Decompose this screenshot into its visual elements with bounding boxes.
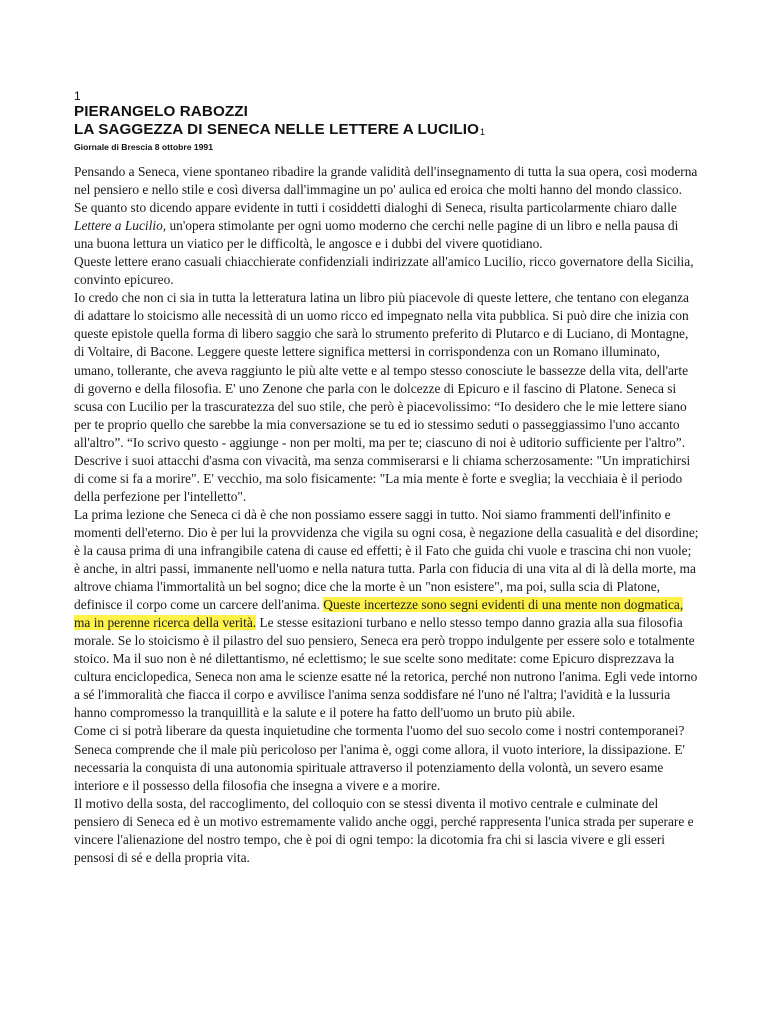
paragraph: Pensando a Seneca, viene spontaneo ribadire la grande validità dell'insegnamento di tutta la sua opera, così moderna nel pensiero e nello stile e così diversa dall'immagine un po' aulica ed eroica che molti hanno del mondo classico. xyxy=(74,164,698,198)
paragraph xyxy=(74,199,699,253)
paragraph-text: un'opera stimolante per ogni uomo moderno che cerchi nelle pagine di un libro e nella pausa di una buona lettura un viatico per le difficoltà, le angosce e i dubbi del vivere quotidiano. xyxy=(74,218,679,252)
paragraph: Il motivo della sosta, del raccoglimento, del colloquio con se stessi diventa il motivo centrale e culminate del pensiero di Seneca ed è un motivo estremamente valido anche oggi, perché rappresenta l'unica strada per superare e vincere l'alienazione del nostro tempo, che è poi di ogni tempo: la dicotomia fra chi si lascia vivere e gli esseri pensosi di sé e della propria vita. xyxy=(74,795,694,865)
paragraph: Queste lettere erano casuali chiacchierate confidenziali indirizzate all'amico Lucilio, ricco governatore della Sicilia, convinto epicureo. xyxy=(74,254,694,288)
article-body xyxy=(74,163,699,867)
article-title-text: LA SAGGEZZA DI SENECA NELLE LETTERE A LUCILIO xyxy=(74,121,480,138)
book-title: Lettere a Lucilio, xyxy=(74,218,167,234)
footnote-marker: 1 xyxy=(480,127,486,137)
highlighted-text: Queste incertezze sono segni evidenti di una mente non dogmatica, ma in perenne ricerca della verità. xyxy=(74,597,684,631)
article-title xyxy=(74,121,714,140)
paragraph: Come ci si potrà liberare da questa inquietudine che tormenta l'uomo del suo secolo come i nostri contemporanei? Seneca comprende che il male più pericoloso per l'anima è, oggi come allora, il vuoto interiore, la dissipazione. E' necessaria la conquista di una autonomia spirituale attraverso il potenziamento della volontà, un severo esame interiore e il possesso della filosofia che insegna a vivere e a morire. xyxy=(74,723,685,793)
paragraph-text: La prima lezione che Seneca ci dà è che non possiamo essere saggi in tutto. Noi siamo frammenti dell'infinito e momenti dell'eterno. Dio è per lui la provvidenza che vigila su ogni cosa, è negazione della casualità e del disordine; è la causa prima di una infrangibile catena di cause ed effetti; è il Fato che guida chi vuole e trascina chi non vuole; è anche, in altri passi, immanente nell'uomo e nella natura tutta. Parla con fiducia di una vita al di là della morte, ma altrove chiama l'immortalità un bel sogno; dice che la morte è un "non esistere", ma poi, sulla scia di Platone, definisce il corpo come un carcere dell'anima. xyxy=(74,506,699,613)
document-header xyxy=(74,89,714,153)
author-name: PIERANGELO RABOZZI xyxy=(74,103,248,120)
source-line: Giornale di Brescia 8 ottobre 1991 xyxy=(74,142,213,152)
paragraph: Io credo che non ci sia in tutta la letteratura latina un libro più piacevole di queste lettere, che tentano con eleganza di adattare lo stoicismo alle necessità di un uomo ricco ed impegnato nella vita pubblica. Si può dire che inizia con queste epistole quella forma di libero saggio che sarà lo strumento preferito di Plutarco e di Luciano, di Montagne, di Voltaire, di Bacone. Leggere queste lettere significa mettersi in corrispondenza con un Romano illuminato, umano, tollerante, che aveva raggiunto le più alte vette e al tempo stesso conosciute le bassezze della vita, dell'arte di governo e della filosofia. E' uno Zenone che parla con le dolcezze di Epicuro e il fascino di Platone. Seneca si scusa con Lucilio per la trascuratezza del suo stile, che però è piacevolissimo: “Io desidero che le mie lettere siano per te proprio quello che sarebbe la mia conversazione se tu ed io stessimo seduti o passeggiassimo l'uno accanto all'altro”. “Io scrivo questo - aggiunge - non per molti, ma per te; ciascuno di noi è uditorio sufficiente per l'altro”. Descrive i suoi attacchi d'asma con vivacità, ma senza commiserarsi e li chiama scherzosamente: "Un impratichirsi di come si fa a morire". E' vecchio, ma solo fisicamente: "La mia mente è forte e sveglia; la vecchiaia è il periodo della perfezione per l'intelletto". xyxy=(74,290,691,504)
page-number: 1 xyxy=(74,89,81,103)
paragraph-text: Le stesse esitazioni turbano e nello stesso tempo danno grazia alla sua filosofia morale. Se lo stoicismo è il pilastro del suo pensiero, Seneca era però troppo indulgente per essere solo e totalmente stoico. Ma il suo non è né dilettantismo, né eclettismo; le sue scelte sono meditate: come Epicuro disprezzava la cultura enciclopedica, Seneca non ama le scienze esatte né la retorica, perché non nutrono l'anima. Egli vede intorno a sé l'immoralità che fiacca il corpo e avvilisce l'anima senza soddisfare né l'uno né l'altra; l'avidità e la lussuria hanno compromesso la tranquillità e la salute e il potere ha fatto dell'uomo un bruto più abile. xyxy=(74,615,698,721)
paragraph-text: Se quanto sto dicendo appare evidente in tutti i cosiddetti dialoghi di Seneca, risulta particolarmente chiaro dalle xyxy=(74,200,677,216)
paragraph xyxy=(74,506,699,723)
